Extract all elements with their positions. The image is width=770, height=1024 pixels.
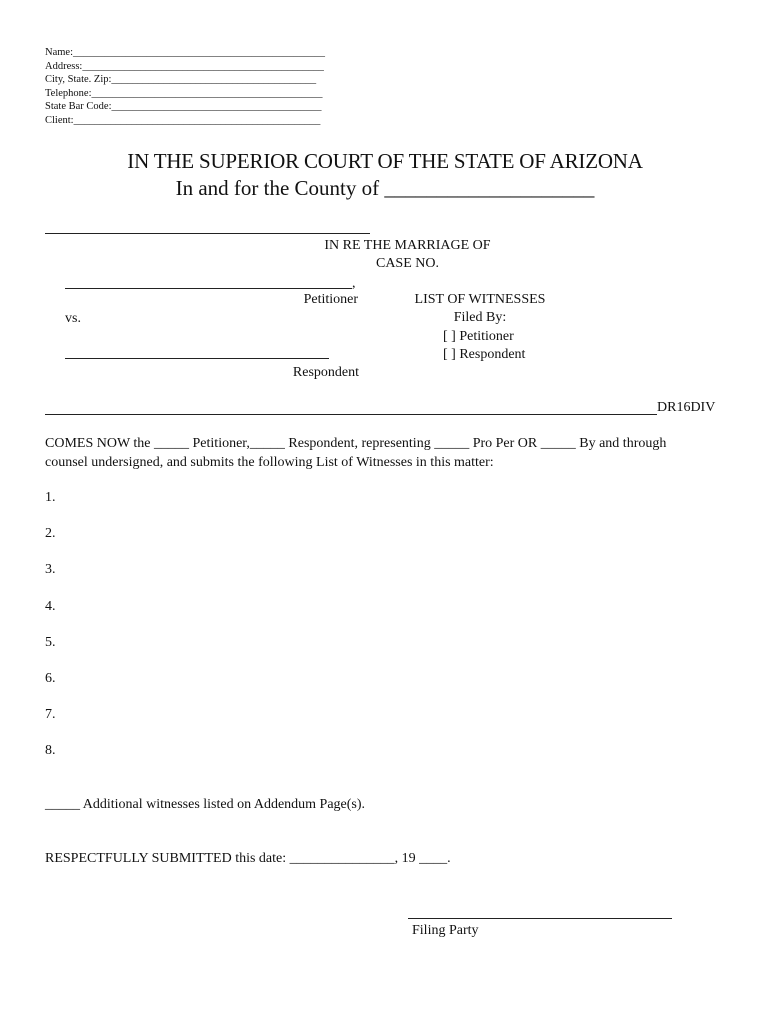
additional-witnesses-line: _____ Additional witnesses listed on Addendum Page(s).	[45, 797, 366, 812]
respondent-label: Respondent	[292, 365, 359, 380]
witness-item-7: 7.	[45, 707, 56, 722]
witness-item-1: 1.	[45, 490, 56, 505]
intro-text-line-1: COMES NOW the _____ Petitioner,_____ Respondent, representing _____ Pro Per OR _____ By and through	[45, 436, 667, 451]
attorney-telephone-field: Telephone:____________________________________________	[45, 87, 323, 99]
witness-item-4: 4.	[45, 599, 56, 614]
witness-item-8: 8.	[45, 743, 56, 758]
filed-by-petitioner-checkbox[interactable]: [ ] Petitioner	[443, 329, 514, 344]
attorney-info-block	[45, 46, 325, 128]
petitioner-comma: ,	[352, 276, 356, 291]
petitioner-name-line	[65, 288, 352, 289]
document-title: LIST OF WITNESSES	[414, 292, 546, 307]
witness-item-5: 5.	[45, 635, 56, 650]
filing-party-label: Filing Party	[412, 923, 479, 938]
attorney-bar-code-field: State Bar Code:________________________________________	[45, 101, 322, 113]
filed-by-label: Filed By:	[453, 310, 507, 325]
signature-line	[408, 918, 672, 919]
witness-item-3: 3.	[45, 562, 56, 577]
in-re-marriage-label: IN RE THE MARRIAGE OF	[324, 238, 491, 253]
witness-item-6: 6.	[45, 671, 56, 686]
respectfully-submitted-line: RESPECTFULLY SUBMITTED this date: _______________, 19 ____.	[45, 851, 451, 866]
filed-by-respondent-checkbox[interactable]: [ ] Respondent	[443, 347, 526, 362]
witness-item-2: 2.	[45, 526, 56, 541]
attorney-address-field: Address:______________________________________________	[45, 60, 324, 72]
attorney-city-state-zip-field: City, State. Zip:_______________________________________	[45, 74, 317, 86]
county-line: In and for the County of ____________________	[175, 176, 595, 200]
intro-text-line-2: counsel undersigned, and submits the following List of Witnesses in this matter:	[45, 455, 494, 470]
case-number-label: CASE NO.	[375, 256, 439, 271]
caption-top-rule	[45, 233, 370, 234]
respondent-name-line	[65, 358, 329, 359]
attorney-client-field: Client:_______________________________________________	[45, 114, 321, 126]
caption-bottom-rule	[45, 414, 657, 415]
petitioner-label: Petitioner	[303, 292, 358, 307]
form-code: DR16DIV	[657, 400, 716, 415]
attorney-name-field: Name:________________________________________________	[45, 47, 325, 58]
court-title: IN THE SUPERIOR COURT OF THE STATE OF ARIZONA	[127, 149, 643, 173]
versus-label: vs.	[65, 311, 81, 326]
